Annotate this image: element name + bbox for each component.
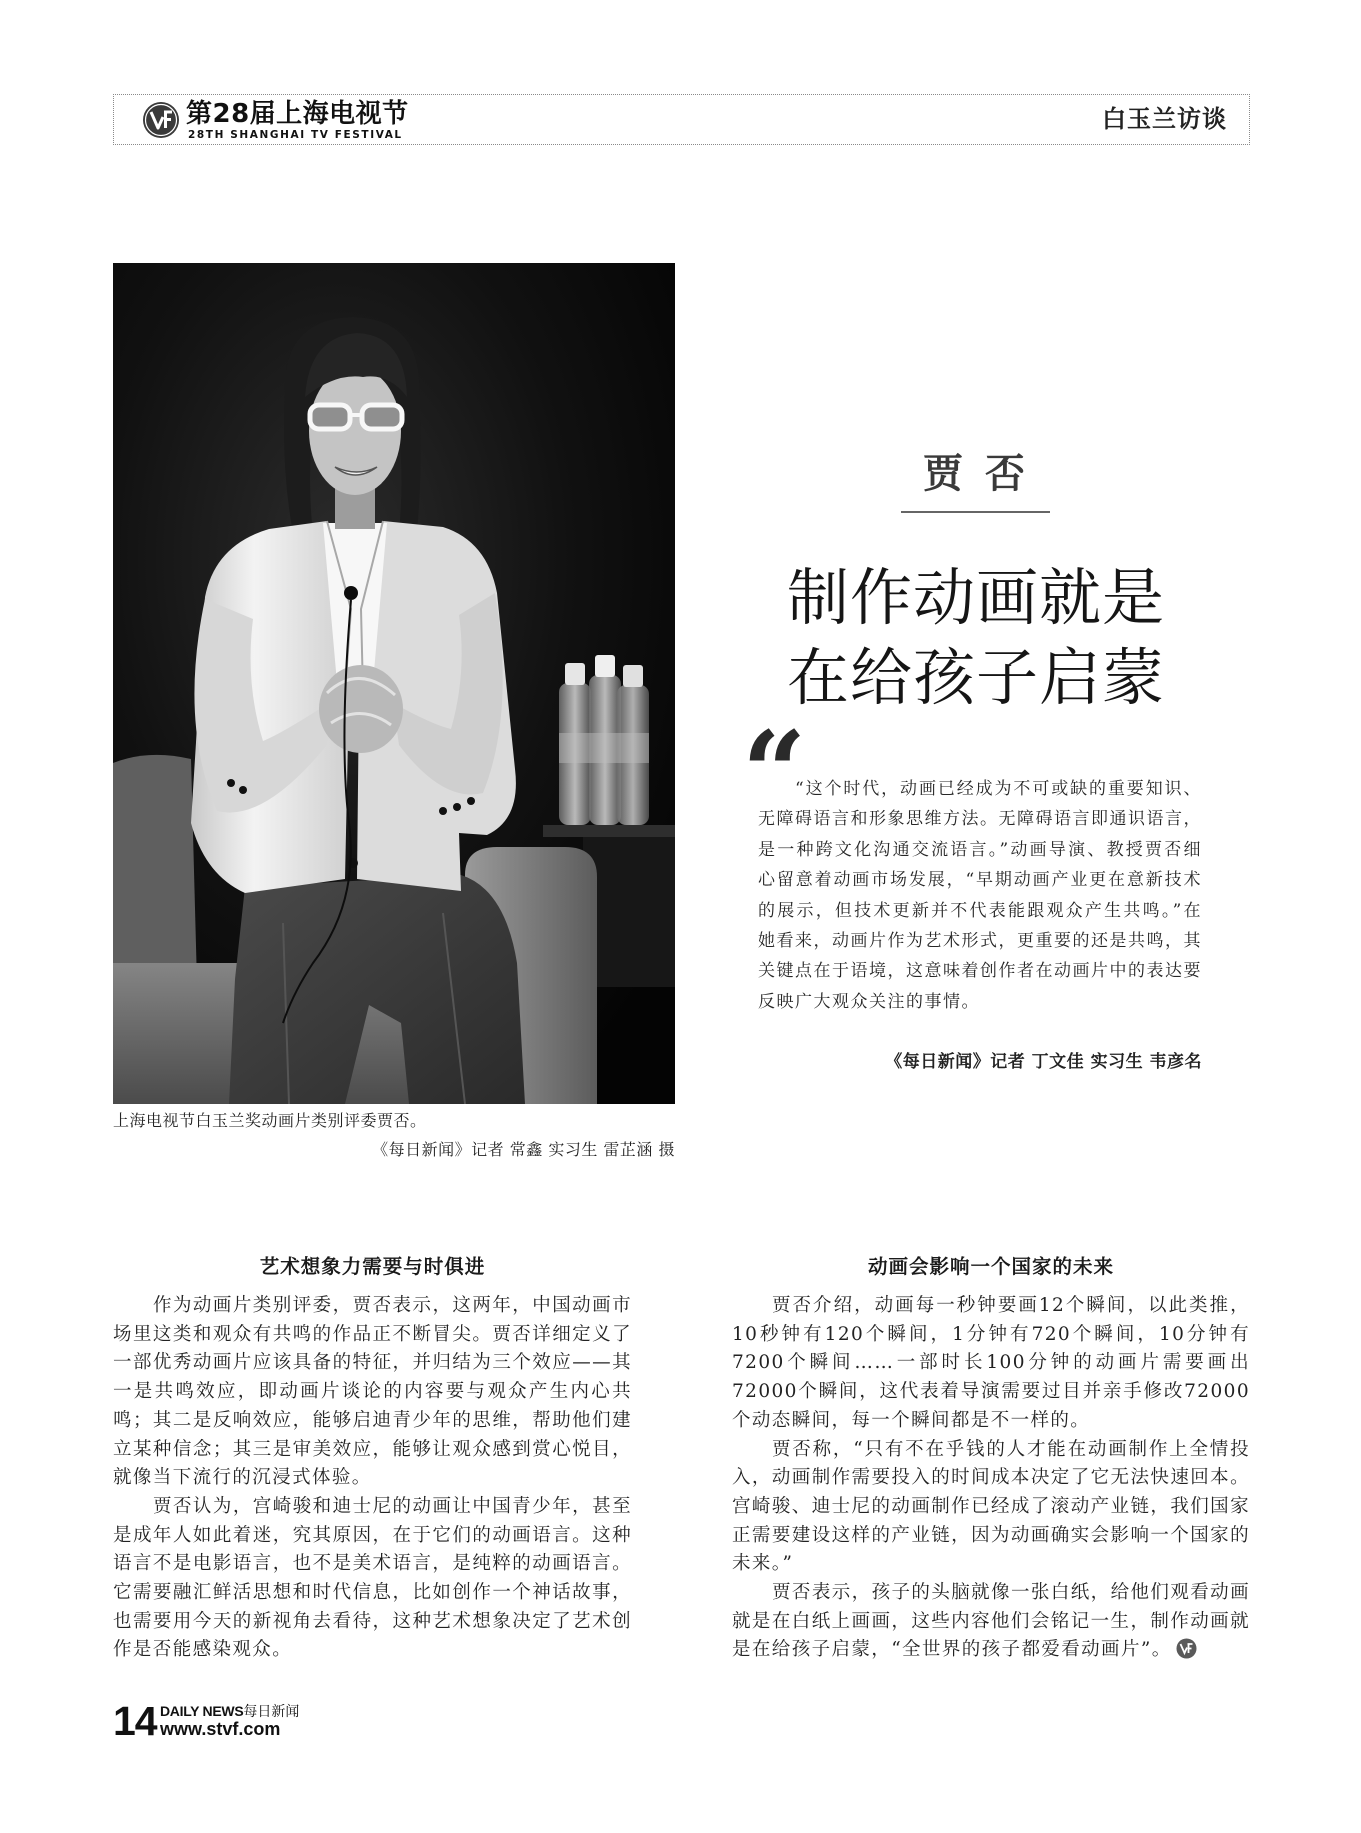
paragraph-text: 贾否表示，孩子的头脑就像一张白纸，给他们观看动画就是在白纸上画画，这些内容他们会铭记一生，制作动画就是在给孩子启蒙，“全世界的孩子都爱看动画片”。 <box>732 1582 1250 1661</box>
photo-water-bottles <box>559 655 649 825</box>
section-label: 白玉兰访谈 <box>1102 105 1227 133</box>
festival-title: 第28届上海电视节 <box>186 99 409 129</box>
festival-logo-icon <box>142 101 180 139</box>
portrait-photo <box>113 263 675 1104</box>
paragraph-last <box>732 1579 1250 1665</box>
festival-subtitle: 28TH SHANGHAI TV FESTIVAL <box>188 129 403 141</box>
website-link[interactable]: www.stvf.com <box>160 1719 281 1739</box>
paragraph: 贾否认为，宫崎骏和迪士尼的动画让中国青少年，甚至是成年人如此着迷，究其原因，在于它们的动画语言。这种语言不是电影语言，也不是美术语言，是纯粹的动画语言。它需要融汇鲜活思想和时代信息，比如创作一个神话故事，也需要用今天的新视角去看待，这种艺术想象决定了艺术创作是否能感染观众。 <box>113 1495 632 1661</box>
paragraph: 贾否介绍，动画每一秒钟要画12个瞬间，以此类推，10秒钟有120个瞬间，1分钟有720个瞬间，10分钟有7200个瞬间……一部时长100分钟的动画片需要画出72000个瞬间，这代表着导演需要过目并亲手修改72000个动态瞬间，每一个瞬间都是不一样的。 <box>732 1295 1250 1431</box>
photo-credit: 《每日新闻》记者 常鑫 实习生 雷芷涵 摄 <box>372 1140 675 1159</box>
brand-chinese: 每日新闻 <box>243 1704 300 1720</box>
headline-line-1: 制作动画就是 <box>786 561 1165 634</box>
intro-quote: “这个时代，动画已经成为不可或缺的重要知识、无障碍语言和形象思维方法。无障碍语言即通识语言，是一种跨文化沟通交流语言。”动画导演、教授贾否细心留意着动画市场发展，“早期动画产业更在意新技术的展示，但技术更新并不代表能跟观众产生共鸣。”在她看来，动画片作为艺术形式，更重要的还是共鸣，其关键点在于语境，这意味着创作者在动画片中的表达要反映广大观众关注的事情。 <box>758 779 1202 1012</box>
interviewee-name: 贾 否 <box>923 450 1029 497</box>
photo-image <box>113 263 675 1104</box>
paragraph: 贾否称，“只有不在乎钱的人才能在动画制作上全情投入，动画制作需要投入的时间成本决定了它无法快速回本。宫崎骏、迪士尼的动画制作已经成了滚动产业链，我们国家正需要建设这样的产业链，因为动画确实会影响一个国家的未来。” <box>732 1438 1250 1575</box>
section-left <box>113 1255 632 1665</box>
page-number: 14 <box>113 1698 157 1744</box>
section-heading: 艺术想象力需要与时俱进 <box>259 1255 486 1278</box>
publication-brand <box>160 1703 299 1720</box>
brand-english: DAILY NEWS <box>160 1703 244 1719</box>
article-byline: 《每日新闻》记者 丁文佳 实习生 韦彦名 <box>885 1052 1202 1072</box>
header-bar <box>113 94 1250 145</box>
name-underline <box>901 511 1050 513</box>
section-heading: 动画会影响一个国家的未来 <box>867 1255 1114 1278</box>
headline-line-2: 在给孩子启蒙 <box>786 641 1165 714</box>
quote-mark: “ <box>742 708 807 839</box>
photo-caption: 上海电视节白玉兰奖动画片类别评委贾否。 <box>113 1111 427 1130</box>
paragraph: 作为动画片类别评委，贾否表示，这两年，中国动画市场里这类和观众有共鸣的作品正不断冒尖。贾否详细定义了一部优秀动画片应该具备的特征，并归结为三个效应——其一是共鸣效应，即动画片谈论的内容要与观众产生内心共鸣；其二是反响效应，能够启迪青少年的思维，帮助他们建立某种信念；其三是审美效应，能够让观众感到赏心悦目，就像当下流行的沉浸式体验。 <box>113 1295 632 1489</box>
section-right <box>732 1255 1250 1665</box>
end-mark-icon <box>1176 1638 1197 1659</box>
